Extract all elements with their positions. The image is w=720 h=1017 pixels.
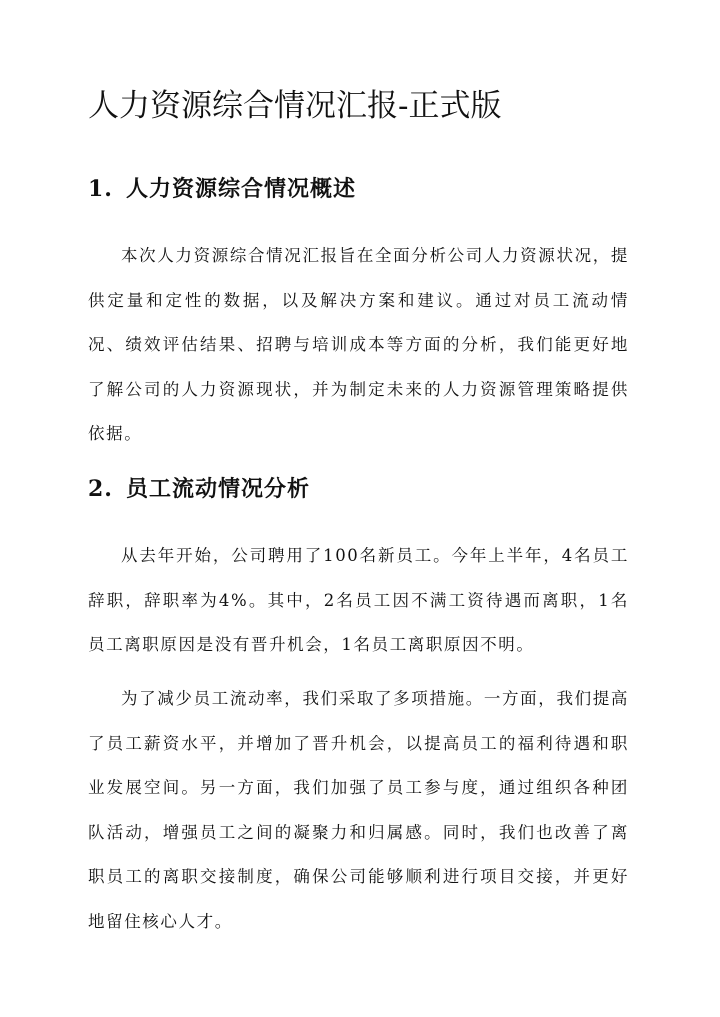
document-title: 人力资源综合情况汇报-正式版 — [88, 88, 502, 124]
section-1-number: 1. — [88, 176, 113, 202]
section-2-paragraph-2: 为了减少员工流动率，我们采取了多项措施。一方面，我们提高了员工薪资水平，并增加了晋升机会，以提高员工的福利待遇和职业发展空间。另一方面，我们加强了员工参与度，通过组织各种团队活动，增强员工之间的凝聚力和归属感。同时，我们也改善了离职员工的离职交接制度，确保公司能够顺利进行项目交接，并更好地留住核心人才。 — [88, 689, 629, 931]
section-2-number: 2. — [88, 476, 113, 502]
section-2-heading — [88, 472, 648, 506]
section-1-paragraph-1: 本次人力资源综合情况汇报旨在全面分析公司人力资源状况，提供定量和定性的数据，以及解决方案和建议。通过对员工流动情况、绩效评估结果、招聘与培训成本等方面的分析，我们能更好地了解公司的人力资源现状，并为制定未来的人力资源管理策略提供依据。 — [88, 246, 629, 443]
section-1-title: 人力资源综合情况概述 — [126, 176, 357, 202]
section-1-heading — [88, 172, 648, 206]
section-2-paragraph-1: 从去年开始，公司聘用了100名新员工。今年上半年，4名员工辞职，辞职率为4%。其中，2名员工因不满工资待遇而离职，1名员工离职原因是没有晋升机会，1名员工离职原因不明。 — [88, 546, 629, 654]
section-2-title: 员工流动情况分析 — [126, 476, 311, 502]
